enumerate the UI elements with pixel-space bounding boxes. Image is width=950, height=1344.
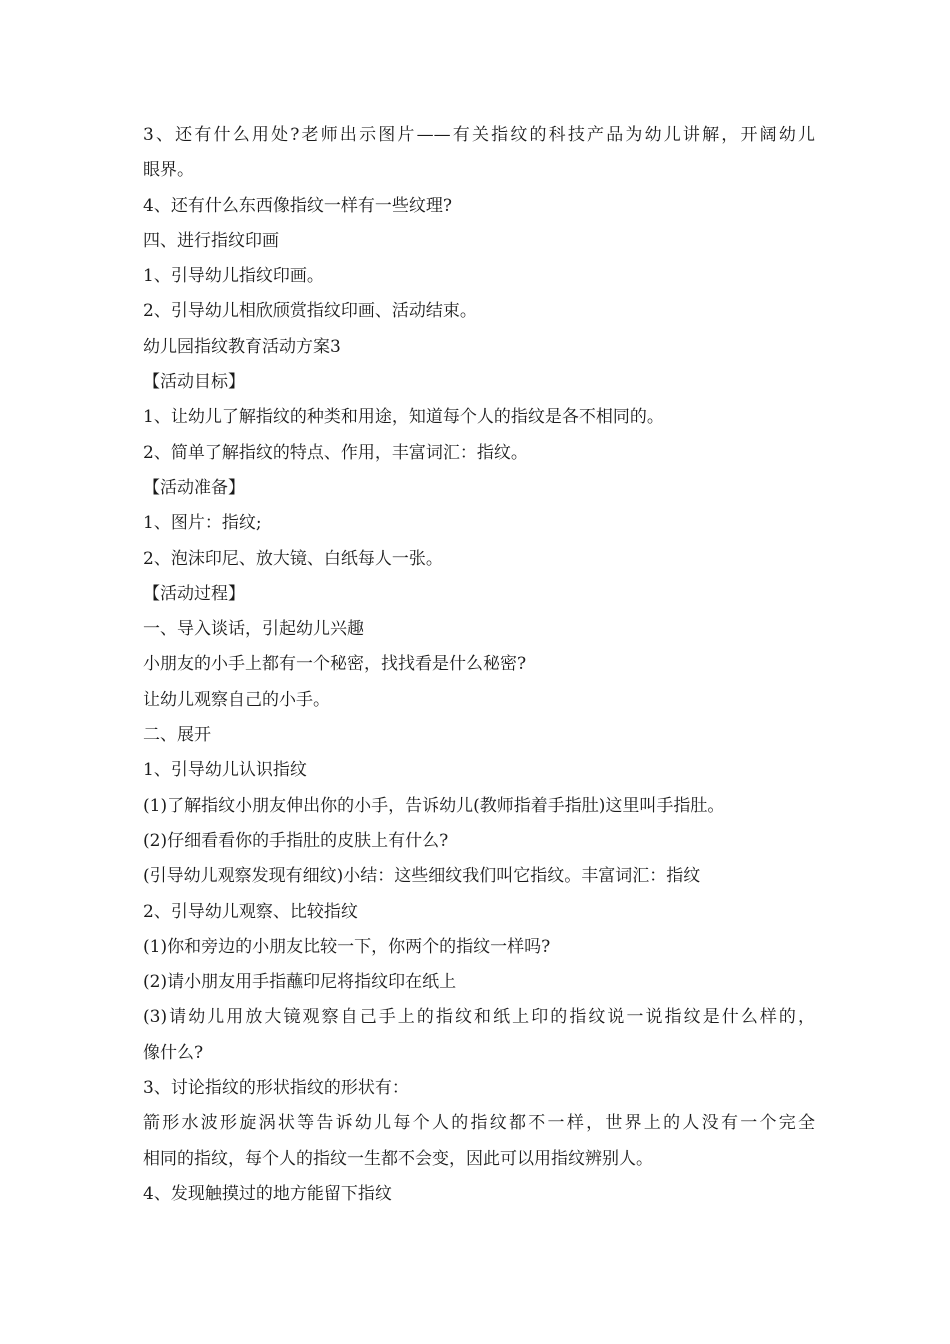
- text-line: 箭形水波形旋涡状等告诉幼儿每个人的指纹都不一样，世界上的人没有一个完全: [143, 1113, 815, 1134]
- text-line: 1、让幼儿了解指纹的种类和用途，知道每个人的指纹是各不相同的。: [143, 407, 664, 428]
- text-line: (2)请小朋友用手指蘸印尼将指纹印在纸上: [143, 972, 457, 993]
- text-line: 1、引导幼儿指纹印画。: [143, 266, 324, 287]
- text-line: 4、发现触摸过的地方能留下指纹: [143, 1183, 392, 1204]
- text-line: 4、还有什么东西像指纹一样有一些纹理?: [143, 195, 452, 216]
- text-line: 2、简单了解指纹的特点、作用，丰富词汇：指纹。: [143, 442, 528, 463]
- text-line: 眼界。: [143, 160, 194, 181]
- text-line: 【活动目标】: [143, 372, 245, 393]
- text-line: (1)你和旁边的小朋友比较一下，你两个的指纹一样吗?: [143, 936, 551, 957]
- text-line: 2、引导幼儿相欣颀赏指纹印画、活动结束。: [143, 301, 477, 322]
- text-line: 小朋友的小手上都有一个秘密，找找看是什么秘密?: [143, 654, 527, 675]
- text-line: (3)请幼儿用放大镜观察自己手上的指纹和纸上印的指纹说一说指纹是什么样的，: [143, 1007, 815, 1028]
- text-line: (引导幼儿观察发现有细纹)小结：这些细纹我们叫它指纹。丰富词汇：指纹: [143, 866, 701, 887]
- text-line: 一、导入谈话，引起幼儿兴趣: [143, 619, 364, 640]
- document-body: [143, 118, 815, 1212]
- text-line: 让幼儿观察自己的小手。: [143, 689, 330, 710]
- text-line: 1、引导幼儿认识指纹: [143, 760, 307, 781]
- text-line: 1、图片：指纹;: [143, 513, 262, 534]
- text-line: 【活动过程】: [143, 583, 245, 604]
- text-line: 二、展开: [143, 725, 211, 746]
- text-line: 像什么?: [143, 1042, 204, 1063]
- text-line: 四、进行指纹印画: [143, 230, 279, 251]
- text-line: 相同的指纹，每个人的指纹一生都不会变，因此可以用指纹辨别人。: [143, 1148, 653, 1169]
- text-line: 【活动准备】: [143, 477, 245, 498]
- text-line: 幼儿园指纹教育活动方案3: [143, 336, 341, 357]
- text-line: (1)了解指纹小朋友伸出你的小手，告诉幼儿(教师指着手指肚)这里叫手指肚。: [143, 795, 725, 816]
- text-line: (2)仔细看看你的手指肚的皮肤上有什么?: [143, 830, 449, 851]
- text-line: 2、泡沫印尼、放大镜、白纸每人一张。: [143, 548, 443, 569]
- text-line: 3、还有什么用处?老师出示图片——有关指纹的科技产品为幼儿讲解，开阔幼儿: [143, 125, 815, 145]
- text-line: 2、引导幼儿观察、比较指纹: [143, 901, 358, 922]
- text-line: 3、讨论指纹的形状指纹的形状有：: [143, 1078, 409, 1099]
